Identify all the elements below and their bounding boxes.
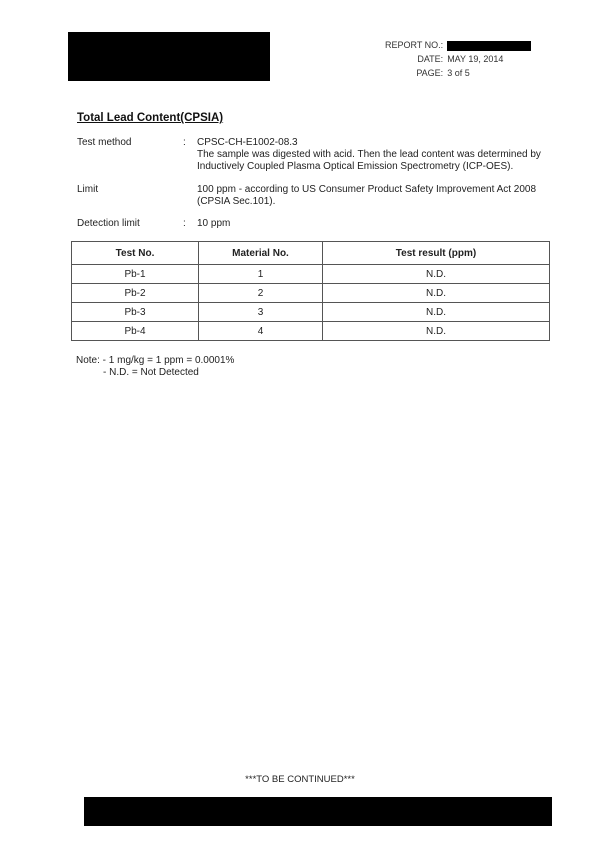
cell-test-result: N.D. [323,265,550,284]
redacted-logo-block [68,32,270,81]
test-method-colon: : [183,137,186,148]
page-row [385,66,531,80]
page-value: 3 of 5 [447,68,470,78]
cell-test-result: N.D. [323,303,550,322]
report-number-label: REPORT NO.: [385,40,444,50]
header-test-no: Test No. [72,242,199,265]
page-label: PAGE: [416,68,444,78]
redacted-report-number [447,41,531,51]
table-row [72,303,550,322]
limit-value: 100 ppm - according to US Consumer Product Safety Improvement Act 2008 (CPSIA Sec.101). [197,184,537,207]
cell-test-no: Pb-4 [72,322,199,341]
detection-limit-value: 10 ppm [197,218,231,229]
detection-limit-colon: : [183,218,186,229]
section-title: Total Lead Content(CPSIA) [77,112,224,124]
to-be-continued-text: ***TO BE CONTINUED*** [245,774,355,785]
test-method-value [197,137,557,173]
cell-test-result: N.D. [323,284,550,303]
note-line-conversion: Note: - 1 mg/kg = 1 ppm = 0.0001% [76,355,235,366]
limit-label: Limit [77,184,99,195]
header-test-result: Test result (ppm) [323,242,550,265]
cell-material-no: 3 [199,303,323,322]
detection-limit-label: Detection limit [77,218,140,229]
date-value: MAY 19, 2014 [447,54,504,64]
cell-test-no: Pb-3 [72,303,199,322]
cell-test-no: Pb-2 [72,284,199,303]
report-number-row [385,38,531,52]
cell-material-no: 1 [199,265,323,284]
report-header [385,38,531,80]
note-block [76,355,234,379]
redacted-footer-block [84,797,552,826]
test-method-description: The sample was digested with acid. Then the lead content was determined by Inductively Coupled Plasma Optical Emission Spectrometry (ICP-OES). [197,149,541,172]
table-row [72,284,550,303]
cell-test-result: N.D. [323,322,550,341]
cell-material-no: 2 [199,284,323,303]
table-row [72,322,550,341]
test-method-label: Test method [77,137,132,148]
note-line-nd: - N.D. = Not Detected [103,367,199,378]
test-method-standard: CPSC-CH-E1002-08.3 [197,137,298,148]
table-header-row [72,242,550,265]
cell-material-no: 4 [199,322,323,341]
table-row [72,265,550,284]
results-table [71,241,550,341]
header-material-no: Material No. [199,242,323,265]
date-label: DATE: [417,54,444,64]
date-row [385,52,531,66]
cell-test-no: Pb-1 [72,265,199,284]
